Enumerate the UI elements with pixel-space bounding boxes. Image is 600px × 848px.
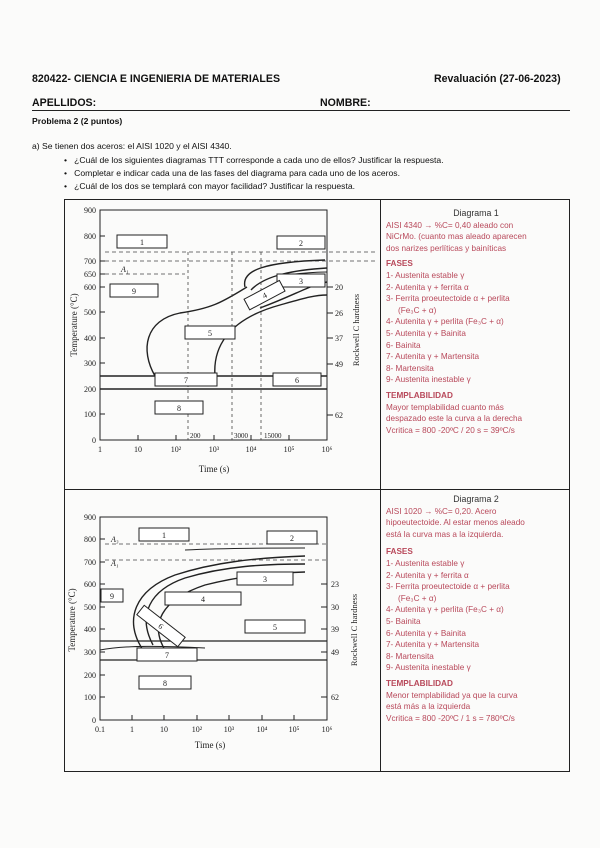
x-tick: 10⁶ <box>321 445 333 454</box>
diagram2-title: Diagrama 2 <box>453 494 499 504</box>
y-tick: 100 <box>84 693 96 702</box>
phase-box: 4 <box>260 290 269 301</box>
diagram1-fase: 9- Austenita inestable γ <box>386 375 471 385</box>
hrc-tick: 30 <box>331 603 339 612</box>
diagram2-templ-line: Menor templabilidad ya que la curva <box>386 690 518 700</box>
hrc-tick: 49 <box>331 648 339 657</box>
diagram2-fase: 2- Autenita γ + ferrita α <box>386 570 469 580</box>
diagram2-fases-title: FASES <box>386 547 413 557</box>
x-tick: 10⁶ <box>321 725 333 734</box>
diagram1-divider <box>380 199 381 490</box>
diagram1-title: Diagrama 1 <box>453 208 499 218</box>
name-label: NOMBRE: <box>320 97 371 109</box>
x-tick: 10 <box>160 725 168 734</box>
phase-box: 7 <box>184 376 188 385</box>
diagram2-fase: 9- Austenita inestable γ <box>386 663 471 673</box>
phase-box: 3 <box>263 575 267 584</box>
diagram1-ttt-chart <box>65 200 379 489</box>
y-axis-label: Temperature (°C) <box>69 293 79 357</box>
time-mark: 15000 <box>264 432 282 440</box>
phase-box: 2 <box>299 239 303 248</box>
phase-box: 2 <box>290 534 294 543</box>
y-tick: 400 <box>84 334 96 343</box>
phase-box: 3 <box>299 277 303 286</box>
y-axis-label: Temperature (°C) <box>67 588 77 652</box>
phase-box: 8 <box>163 679 167 688</box>
diagram2-fase: 8- Martensita <box>386 651 434 661</box>
x-tick: 10⁴ <box>256 725 268 734</box>
phase-box: 1 <box>140 238 144 247</box>
diagram2-fase: 7- Autenita γ + Martensita <box>386 640 480 650</box>
y-tick: 400 <box>84 625 96 634</box>
y-tick: 200 <box>84 671 96 680</box>
x-tick: 10² <box>191 725 203 734</box>
hrc-tick: 20 <box>335 283 343 292</box>
diagram1-fase: 6- Bainita <box>386 340 421 350</box>
a1-label: A₁ <box>111 559 119 568</box>
y-tick: 300 <box>84 359 96 368</box>
question-intro: a) Se tienen dos aceros: el AISI 1020 y el AISI 4340. <box>32 141 232 151</box>
diagram2-fase: (Fe₃C + α) <box>398 593 437 603</box>
hrc-tick: 49 <box>335 360 343 369</box>
y-tick: 100 <box>84 410 96 419</box>
diagram1-notes <box>386 208 566 436</box>
diagram2-fase: 3- Ferrita proeutectoide α + perlita <box>386 582 510 592</box>
hrc-tick: 23 <box>331 580 339 589</box>
a3-label: A₃ <box>111 535 119 544</box>
y-tick: 0 <box>92 716 96 725</box>
diagram2-id-line: está la curva mas a la izquierda. <box>386 529 504 539</box>
diagram2-fase: 1- Austenita estable γ <box>386 558 465 568</box>
x-tick: 10² <box>170 445 182 454</box>
time-mark: 3000 <box>234 432 248 440</box>
y-tick: 800 <box>84 232 96 241</box>
hrc-tick: 26 <box>335 309 343 318</box>
phase-box: 1 <box>162 531 166 540</box>
exam-date: Revaluación (27-06-2023) <box>434 73 561 85</box>
diagram2-fase: 5- Bainita <box>386 616 421 626</box>
diagram1-templ-line: Vcritica = 800 -20ºC / 20 s = 39ºC/s <box>386 425 515 435</box>
diagram2-templ-line: está más a la izquierda <box>386 702 471 712</box>
x-tick: 0.1 <box>95 725 105 734</box>
diagram2-divider <box>380 489 381 772</box>
diagram1-templ-line: Mayor templabilidad cuanto más <box>386 402 504 412</box>
x-tick: 10³ <box>208 445 220 454</box>
phase-box: 9 <box>132 287 136 296</box>
phase-box: 7 <box>165 651 169 660</box>
phase-box: 6 <box>156 621 166 632</box>
x-tick: 10⁵ <box>288 725 300 734</box>
y-tick: 650 <box>84 270 96 279</box>
y-tick: 700 <box>84 558 96 567</box>
y-tick: 700 <box>84 257 96 266</box>
y-tick: 300 <box>84 648 96 657</box>
hrc-axis-label: Rockwell C hardness <box>351 293 361 367</box>
y-tick: 800 <box>84 535 96 544</box>
diagram2-id-line: AISI 1020 → %C= 0,20. Acero <box>386 506 497 516</box>
hrc-tick: 39 <box>331 625 339 634</box>
hrc-tick: 62 <box>335 411 343 420</box>
diagram2-id-line: hipoeutectoide. Al estar menos aleado <box>386 518 525 528</box>
diagram2-templ-title: TEMPLABILIDAD <box>386 678 453 688</box>
diagram1-id-line: dos narizes perlíticas y bainíticas <box>386 243 507 253</box>
diagram1-id-line: AISI 4340 → %C= 0,40 aleado con <box>386 220 514 230</box>
diagram1-id-line: NiCrMo. (cuanto mas aleado aparecen <box>386 232 527 242</box>
diagram1-templ-title: TEMPLABILIDAD <box>386 390 453 400</box>
diagram2-fase: 4- Autenita γ + perlita (Fe₃C + α) <box>386 605 504 615</box>
diagram1-fase: 7- Autenita γ + Martensita <box>386 352 480 362</box>
diagram1-fase: 1- Austenita estable γ <box>386 270 465 280</box>
diagram2-ttt-chart <box>65 490 379 771</box>
diagram1-templ-line: despazado este la curva a la derecha <box>386 414 523 424</box>
problem-title: Problema 2 (2 puntos) <box>32 116 123 126</box>
x-tick: 1 <box>98 445 102 454</box>
question-bullet: • ¿Cuál de los dos se templará con mayor facilidad? Justificar la respuesta. <box>64 181 356 191</box>
y-tick: 200 <box>84 385 96 394</box>
diagram1-fase: 2- Autenita γ + ferrita α <box>386 282 469 292</box>
diagram2-fase: 6- Autenita γ + Bainita <box>386 628 466 638</box>
y-tick: 0 <box>92 436 96 445</box>
y-tick: 900 <box>84 513 96 522</box>
diagram1-fase: 8- Martensita <box>386 363 434 373</box>
phase-box: 8 <box>177 404 181 413</box>
x-tick: 10 <box>134 445 142 454</box>
diagram2-templ-line: Vcritica = 800 -20ºC / 1 s = 780ºC/s <box>386 713 515 723</box>
phase-box: 6 <box>295 376 299 385</box>
y-tick: 500 <box>84 308 96 317</box>
a1-label: A₁ <box>121 265 129 274</box>
diagram2-notes <box>386 494 566 724</box>
diagram1-fase: 3- Ferrita proeutectoide α + perlita <box>386 294 510 304</box>
y-tick: 500 <box>84 603 96 612</box>
x-axis-label: Time (s) <box>194 740 226 750</box>
phase-box: 9 <box>110 592 114 601</box>
diagram1-fase: (Fe₃C + α) <box>398 305 437 315</box>
surname-label: APELLIDOS: <box>32 97 97 109</box>
x-axis-label: Time (s) <box>198 464 230 474</box>
question-bullet: • Completar e indicar cada una de las fases del diagrama para cada uno de los aceros. <box>64 168 400 178</box>
diagram1-fases-title: FASES <box>386 259 413 269</box>
diagram1-fase: 4- Autenita γ + perlita (Fe₃C + α) <box>386 317 504 327</box>
course-title: 820422- CIENCIA E INGENIERIA DE MATERIALES <box>32 73 281 85</box>
hrc-tick: 37 <box>335 334 343 343</box>
hrc-tick: 62 <box>331 693 339 702</box>
phase-box: 4 <box>201 595 205 604</box>
x-tick: 10³ <box>223 725 235 734</box>
diagram1-fase: 5- Autenita γ + Bainita <box>386 328 466 338</box>
phase-box: 5 <box>208 329 212 338</box>
y-tick: 900 <box>84 206 96 215</box>
time-mark: 200 <box>190 432 201 440</box>
y-tick: 600 <box>84 580 96 589</box>
header-rule <box>32 110 570 111</box>
y-tick: 600 <box>84 283 96 292</box>
x-tick: 10⁵ <box>283 445 295 454</box>
phase-box: 5 <box>273 623 277 632</box>
x-tick: 1 <box>130 725 134 734</box>
x-tick: 10⁴ <box>245 445 257 454</box>
hrc-axis-label: Rockwell C hardness <box>349 593 359 667</box>
question-bullet: • ¿Cuál de los siguientes diagramas TTT corresponde a cada uno de ellos? Justificar la respuesta. <box>64 155 444 165</box>
